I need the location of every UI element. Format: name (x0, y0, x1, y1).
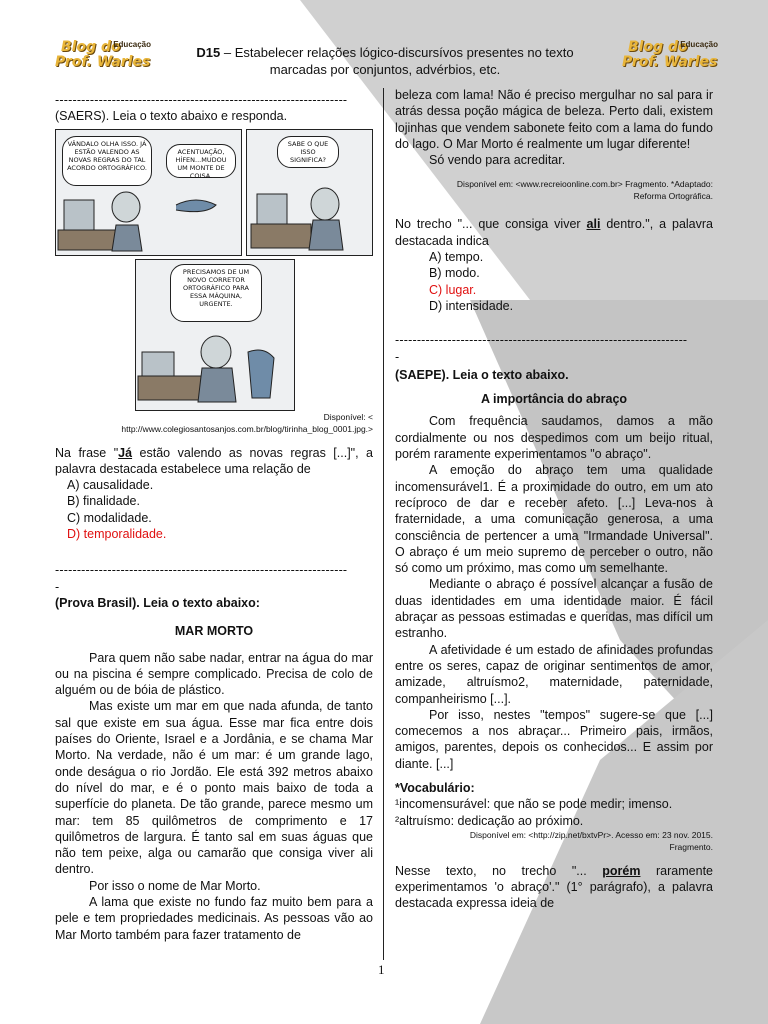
option-c-answer[interactable]: C) lugar. (429, 282, 477, 297)
question-intro: (SAERS). Leia o texto abaixo e responda. (55, 109, 288, 124)
comic-panel-1 (55, 129, 242, 256)
header-line1 (180, 44, 590, 61)
question-stem (395, 863, 713, 912)
comic-bubble: PRECISAMOS DE UM NOVO CORRETOR ORTOGRÁFICO PARA ESSA MÁQUINA, URGENTE. (170, 264, 262, 322)
vocabulary-item: ²altruísmo: dedicação ao próximo. (395, 813, 584, 828)
paragraph: Só vendo para acreditar. (429, 153, 566, 168)
option-c[interactable]: C) modalidade. (67, 510, 152, 525)
left-column (55, 92, 373, 943)
comic-bubble: SABE O QUE ISSO SIGNIFICA? (277, 136, 339, 168)
logo-line2: Prof. Warles (622, 54, 718, 70)
separator-tail: - (55, 579, 60, 594)
comic-panel-3 (135, 259, 295, 411)
separator: ------------------------------------------------------------------- (55, 563, 348, 578)
separator: ------------------------------------------------------------------- (55, 93, 348, 107)
option-b[interactable]: B) modo. (429, 266, 480, 281)
source-citation: Disponível: < (323, 411, 373, 422)
option-d-answer[interactable]: D) temporalidade. (67, 527, 167, 542)
paragraph: Mediante o abraço é possível alcançar a fusão de duas identidades em uma identidade maior. É fácil abraçar as pessoas estimadas e queridas, mas difícil um estranho. (395, 577, 713, 641)
logo-line1: Blog do (61, 39, 121, 55)
comic-strip (55, 129, 373, 411)
option-b[interactable]: B) finalidade. (67, 494, 140, 509)
source-citation: Disponível em: <http://zip.net/bxtvPr>. Acesso em: 23 nov. 2015. (469, 829, 713, 840)
source-citation: Disponível em: <www.recreioonline.com.br> Fragmento. *Adaptado: (456, 179, 713, 190)
stem-text: No trecho "... que consiga viver (395, 217, 587, 232)
page-header (180, 44, 590, 78)
stem-text: Nesse texto, no trecho "... (395, 863, 603, 878)
comic-bubble: ACENTUAÇÃO, HÍFEN...MUDOU UM MONTE DE COISA. (166, 144, 236, 178)
paragraph: A emoção do abraço tem uma qualidade incomensurável1. É a proximidade do outro, em um ato recíproco de dar e receber afeto. [...] Leva-nos à fraternidade, a uma comunicação generosa, a uma consciência de pertencer a uma "Irmandade Universal". O abraço é um meio supremo de perceber o outro, não só como um próximo, mas como um semelhante. (395, 463, 713, 576)
option-a[interactable]: A) tempo. (429, 250, 484, 265)
comic-character-icon (247, 174, 372, 254)
header-code: D15 (196, 45, 221, 60)
option-a[interactable]: A) causalidade. (67, 478, 154, 493)
stem-text: estão valendo as novas regras [...]", a palavra destacada estabelece uma relação de (55, 445, 374, 476)
paragraph: Com frequência saudamos, damos a mão cordialmente ou nos despedimos com um beijo ritual, porém raramente experimentamos "o abraço". (395, 414, 713, 462)
logo-line2: Prof. Warles (55, 54, 151, 70)
paragraph: beleza com lama! Não é preciso mergulhar no sal para ir atrás dessa poção mágica de beleza. Perto dali, existem lojinhas que vendem sabonete feito com a lama do fundo do lago. O Mar Morto é realmente um lugar diferente! (395, 88, 713, 151)
page-number: 1 (378, 962, 385, 977)
stem-text: dentro.", a palavra destacada indica (395, 217, 713, 248)
column-divider (383, 88, 384, 960)
comic-panel-2 (246, 129, 373, 256)
stem-text: Na frase " (55, 445, 119, 460)
separator: ------------------------------------------------------------------- (395, 333, 688, 348)
right-column (395, 87, 713, 912)
comic-bubble: VÂNDALO OLHA ISSO. JÁ ESTÃO VALENDO AS NOVAS REGRAS DO TAL ACORDO ORTOGRÁFICO. (62, 136, 152, 186)
question-intro: (SAEPE). Leia o texto abaixo. (395, 367, 569, 382)
logo-edu-label: Educação (113, 40, 151, 49)
header-line2: marcadas por conjuntos, advérbios, etc. (269, 62, 501, 77)
vocabulary-title: *Vocabulário: (395, 780, 475, 795)
highlighted-word: Já (118, 445, 133, 460)
question-stem (55, 445, 373, 478)
source-citation: Reforma Ortográfica. (633, 191, 713, 202)
logo-left (55, 40, 151, 80)
paragraph: Mas existe um mar em que nada afunda, de tanto sal que existe em sua água. Esse mar fica entre dois países do Oriente, Israel e a Jordânia, e se chama Mar Morto. Na verdade, não é um mar: é um grande lago, onde deságua o rio Jordão. Ele está 392 metros abaixo do nível do mar, e é o ponto mais baixo de toda a superfície do planeta. De tão grande, parece mesmo um mar: tem 85 quilômetros de comprimento e 17 quilômetros de largura. É tanto sal em suas águas que não tem peixe, alga ou camarão que consiga viver ali dentro. (55, 699, 373, 877)
paragraph: Por isso o nome de Mar Morto. (89, 878, 261, 893)
highlighted-word: ali (586, 217, 601, 232)
highlighted-word: porém (602, 863, 641, 878)
comic-character-icon (56, 185, 241, 255)
vocabulary-item: ¹incomensurável: que não se pode medir; imenso. (395, 797, 673, 812)
comic-character-icon (136, 322, 294, 410)
question-stem (395, 216, 713, 249)
paragraph: A lama que existe no fundo faz muito bem para a pele e tem propriedades medicinais. As pessoas vão ao Mar Morto também para fazer tratamento de (55, 895, 373, 942)
logo-edu-label: Educação (680, 40, 718, 49)
paragraph: Por isso, nestes "tempos" sugere-se que [...] comecemos a nos abraçar... Primeiro pais, irmãos, amigos, parentes, depois os conhecidos... E assim por diante. [...] (395, 707, 713, 771)
text-title: A importância do abraço (480, 392, 628, 407)
paragraph: Para quem não sabe nadar, entrar na água do mar ou na piscina é sempre complicado. Precisa de colo de alguém ou de bóia de plástico. (55, 650, 373, 698)
logo-line1: Blog do (628, 39, 688, 55)
option-d[interactable]: D) intensidade. (429, 298, 514, 313)
question-intro: (Prova Brasil). Leia o texto abaixo: (55, 595, 260, 610)
separator-tail: - (395, 349, 400, 364)
logo-right (622, 40, 718, 80)
text-title: MAR MORTO (174, 624, 254, 639)
source-citation: http://www.colegiosantosanjos.com.br/blog/tirinha_blog_0001.jpg.> (121, 423, 373, 434)
header-title: – Estabelecer relações lógico-discursívos presentes no texto (220, 45, 574, 60)
stem-text: raramente experimentamos 'o abraço'." (1° parágrafo), a palavra destacada expressa ideia de (395, 863, 713, 911)
paragraph: A afetividade é um estado de afinidades profundas entre os seres, capaz de originar sentimentos de amor, amizade, altruísmo2, maternidade, paternidade, companheirismo [...]. (395, 642, 713, 706)
source-citation: Fragmento. (669, 841, 713, 852)
